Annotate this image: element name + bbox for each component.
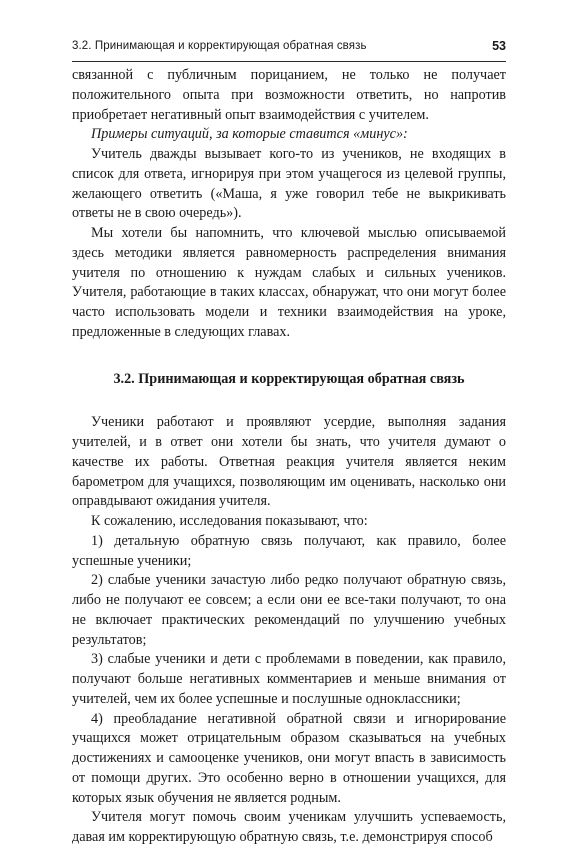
header-rule xyxy=(72,61,506,62)
list-item-2: 2) слабые ученики зачастую либо редко получают обратную связь, либо не получают ее совсем; а если они ее все-таки получают, то она не включает практических рекомендаций по улучшению учебных результатов; xyxy=(72,572,506,648)
paragraph-example: Учитель дважды вызывает кого-то из учеников, не входящих в список для ответа, игнорируя при этом учащегося из целевой группы, желающего ответить («Маша, я уже говорил тебе не выкрикивать ответы не в свою очередь»). xyxy=(72,146,506,222)
paragraph-intro: Ученики работают и проявляют усердие, выполняя задания учителей, и в ответ они хотели бы знать, что учителя думают о качестве их работы. Ответная реакция учителя является неким барометром для учащихся, позволяющим им оценивать, насколько они оправдывают ожидания учителя. xyxy=(72,414,506,510)
page-number: 53 xyxy=(492,39,506,53)
paragraph-final: Учителя могут помочь своим ученикам улучшить успеваемость, давая им корректирующую обратную связь, т.е. демонстрируя способ xyxy=(72,809,506,845)
list-item-4: 4) преобладание негативной обратной связи и игнорирование учащихся может отрицательным образом сказываться на учебных достижениях и самооценке учеников, они могут впасть в зависимость от помощи других. Это особенно верно в отношении учащихся, для которых язык обучения не является родным. xyxy=(72,710,506,806)
page-body xyxy=(72,66,506,848)
paragraph-research: К сожалению, исследования показывают, что: xyxy=(91,513,368,529)
paragraph-continued: связанной с публичным порицанием, не только не получает положительного опыта при возможности ответить, но напротив приобретает негативный опыт взаимодействия с учителем. xyxy=(72,67,506,123)
list-item-3: 3) слабые ученики и дети с проблемами в поведении, как правило, получают больше негативных комментариев и меньше внимания от учителей, чем их более успешные и послушные одноклассники; xyxy=(72,651,506,707)
list-item-1: 1) детальную обратную связь получают, как правило, более успешные ученики; xyxy=(72,532,506,569)
running-header xyxy=(72,38,506,58)
examples-heading: Примеры ситуаций, за которые ставится «минус»: xyxy=(91,126,408,143)
section-title: 3.2. Принимающая и корректирующая обратная связь xyxy=(113,370,465,387)
paragraph-key-idea: Мы хотели бы напомнить, что ключевой мыслью описываемой здесь методики является равномерность распределения внимания учителя по отношению к нуждам слабых и сильных учеников. Учителя, работающие в таких классах, обнаружат, что они могут более часто использовать модели и техники взаимодействия на уроке, предложенные в следующих главах. xyxy=(72,225,506,340)
running-title: 3.2. Принимающая и корректирующая обратная связь xyxy=(72,40,367,52)
